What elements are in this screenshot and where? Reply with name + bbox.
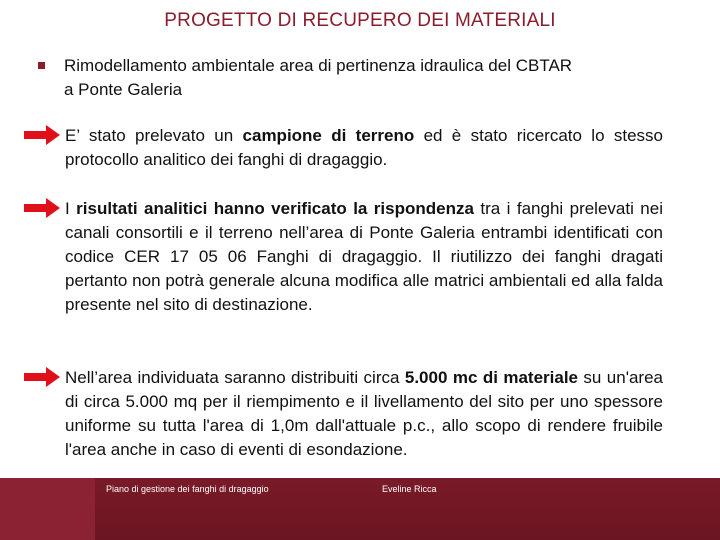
- right-arrow-icon: [24, 125, 60, 145]
- paragraph-2-post: tra i fanghi prelevati nei canali consortili e il terreno nell’area di Ponte Galeria entrambi identificati con codice CER 17 05 06 Fanghi di dragaggio. Il riutilizzo dei fanghi dragati pertanto non potrà generale alcuna modifica alle matrici ambientali ed alla falda presente nel sito di destinazione.: [65, 199, 663, 314]
- main-bullet-text: [64, 54, 572, 102]
- paragraph-block-1: [24, 124, 669, 172]
- footer-accent: [0, 478, 95, 540]
- paragraph-2: [65, 197, 663, 317]
- paragraph-2-bold: risultati analitici hanno verificato la rispondenza: [76, 199, 474, 218]
- slide-title: PROGETTO DI RECUPERO DEI MATERIALI: [164, 10, 556, 31]
- paragraph-3-post: su un'area di circa 5.000 mq per il riempimento e il livellamento del sito per uno spessore uniforme su tutta l'area di 1,0m dall'attuale p.c., allo scopo di rendere fruibile l'area anche in caso di eventi di esondazione.: [65, 368, 663, 459]
- paragraph-1-bold: campione di terreno: [242, 126, 415, 145]
- footer-right-text: Eveline Ricca: [382, 484, 437, 494]
- main-bullet: [38, 54, 678, 102]
- paragraph-block-2: [24, 197, 669, 317]
- square-bullet-icon: [38, 62, 45, 69]
- paragraph-block-3: [24, 366, 669, 462]
- paragraph-2-pre: I: [65, 199, 77, 218]
- footer-left-text: Piano di gestione dei fanghi di dragaggio: [106, 484, 269, 494]
- right-arrow-icon: [24, 367, 60, 387]
- paragraph-3-pre: Nell’area individuata saranno distribuiti circa: [65, 368, 405, 387]
- paragraph-3-bold: 5.000 mc di materiale: [404, 368, 579, 387]
- paragraph-1-post: ed è stato ricercato lo stesso protocollo analitico dei fanghi di dragaggio.: [65, 126, 664, 169]
- main-bullet-line1: Rimodellamento ambientale area di pertinenza idraulica del CBTAR: [64, 56, 573, 75]
- paragraph-1: [65, 124, 663, 172]
- paragraph-3: [65, 366, 663, 462]
- right-arrow-icon: [24, 198, 60, 218]
- main-bullet-line2: a Ponte Galeria: [64, 80, 183, 99]
- paragraph-1-pre: E’ stato prelevato un: [65, 126, 243, 145]
